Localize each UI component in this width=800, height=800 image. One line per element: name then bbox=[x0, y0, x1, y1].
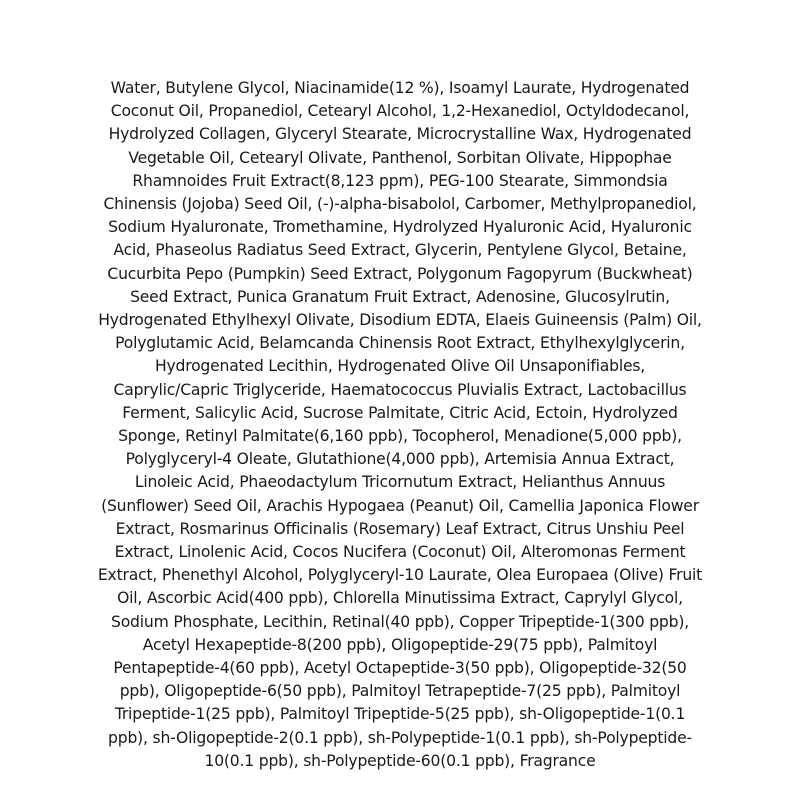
ingredients-line: Polyglutamic Acid, Belamcanda Chinensis Root Extract, Ethylhexylglycerin, bbox=[115, 334, 685, 353]
ingredients-line: ppb), sh-Oligopeptide-2(0.1 ppb), sh-Polypeptide-1(0.1 ppb), sh-Polypeptide- bbox=[108, 728, 692, 747]
ingredients-line: ppb), Oligopeptide-6(50 ppb), Palmitoyl Tetrapeptide-7(25 ppb), Palmitoyl bbox=[119, 682, 681, 701]
ingredients-line: Rhamnoides Fruit Extract(8,123 ppm), PEG-100 Stearate, Simmondsia bbox=[132, 171, 668, 190]
ingredients-line: Hydrolyzed Collagen, Glyceryl Stearate, Microcrystalline Wax, Hydrogenated bbox=[108, 125, 692, 144]
ingredients-line: Oil, Ascorbic Acid(400 ppb), Chlorella Minutissima Extract, Caprylyl Glycol, bbox=[117, 589, 683, 608]
ingredients-line: Polyglyceryl-4 Oleate, Glutathione(4,000 ppb), Artemisia Annua Extract, bbox=[125, 450, 675, 469]
ingredients-line: Acid, Phaseolus Radiatus Seed Extract, Glycerin, Pentylene Glycol, Betaine, bbox=[113, 241, 687, 260]
ingredients-line: Hydrogenated Ethylhexyl Olivate, Disodium EDTA, Elaeis Guineensis (Palm) Oil, bbox=[98, 311, 702, 330]
ingredients-line: Acetyl Hexapeptide-8(200 ppb), Oligopeptide-29(75 ppb), Palmitoyl bbox=[142, 635, 658, 654]
ingredients-line: Cucurbita Pepo (Pumpkin) Seed Extract, Polygonum Fagopyrum (Buckwheat) bbox=[107, 264, 693, 283]
ingredients-line: Water, Butylene Glycol, Niacinamide(12 %), Isoamyl Laurate, Hydrogenated bbox=[110, 79, 690, 97]
ingredients-line: Extract, Rosmarinus Officinalis (Rosemary) Leaf Extract, Citrus Unshiu Peel bbox=[115, 519, 685, 538]
ingredients-line: Extract, Linolenic Acid, Cocos Nucifera (Coconut) Oil, Alteromonas Ferment bbox=[114, 543, 686, 562]
ingredients-line: Tripeptide-1(25 ppb), Palmitoyl Tripeptide-5(25 ppb), sh-Oligopeptide-1(0.1 bbox=[114, 705, 686, 724]
ingredients-line: Vegetable Oil, Cetearyl Olivate, Panthenol, Sorbitan Olivate, Hippophae bbox=[128, 148, 672, 167]
ingredients-line: Sodium Phosphate, Lecithin, Retinal(40 ppb), Copper Tripeptide-1(300 ppb), bbox=[111, 612, 689, 631]
ingredients-line: Hydrogenated Lecithin, Hydrogenated Olive Oil Unsaponifiables, bbox=[154, 357, 646, 376]
ingredients-line: 10(0.1 ppb), sh-Polypeptide-60(0.1 ppb), Fragrance bbox=[204, 751, 596, 770]
ingredients-line: Chinensis (Jojoba) Seed Oil, (-)-alpha-bisabolol, Carbomer, Methylpropanediol, bbox=[103, 195, 697, 214]
ingredients-line: Ferment, Salicylic Acid, Sucrose Palmitate, Citric Acid, Ectoin, Hydrolyzed bbox=[122, 403, 678, 422]
ingredients-line: Sponge, Retinyl Palmitate(6,160 ppb), Tocopherol, Menadione(5,000 ppb), bbox=[118, 427, 682, 446]
ingredients-line: Linoleic Acid, Phaeodactylum Tricornutum Extract, Helianthus Annuus bbox=[134, 473, 666, 492]
ingredients-line: Sodium Hyaluronate, Tromethamine, Hydrolyzed Hyaluronic Acid, Hyaluronic bbox=[108, 218, 692, 237]
ingredients-line: Extract, Phenethyl Alcohol, Polyglyceryl-10 Laurate, Olea Europaea (Olive) Fruit bbox=[97, 566, 703, 585]
ingredients-line: (Sunflower) Seed Oil, Arachis Hypogaea (Peanut) Oil, Camellia Japonica Flower bbox=[101, 496, 699, 515]
ingredients-line: Pentapeptide-4(60 ppb), Acetyl Octapeptide-3(50 ppb), Oligopeptide-32(50 bbox=[113, 659, 687, 678]
ingredients-list bbox=[72, 77, 728, 773]
ingredients-line: Seed Extract, Punica Granatum Fruit Extract, Adenosine, Glucosylrutin, bbox=[130, 287, 670, 306]
ingredients-line: Caprylic/Capric Triglyceride, Haematococcus Pluvialis Extract, Lactobacillus bbox=[113, 380, 687, 399]
ingredients-line: Coconut Oil, Propanediol, Cetearyl Alcohol, 1,2-Hexanediol, Octyldodecanol, bbox=[110, 102, 690, 121]
